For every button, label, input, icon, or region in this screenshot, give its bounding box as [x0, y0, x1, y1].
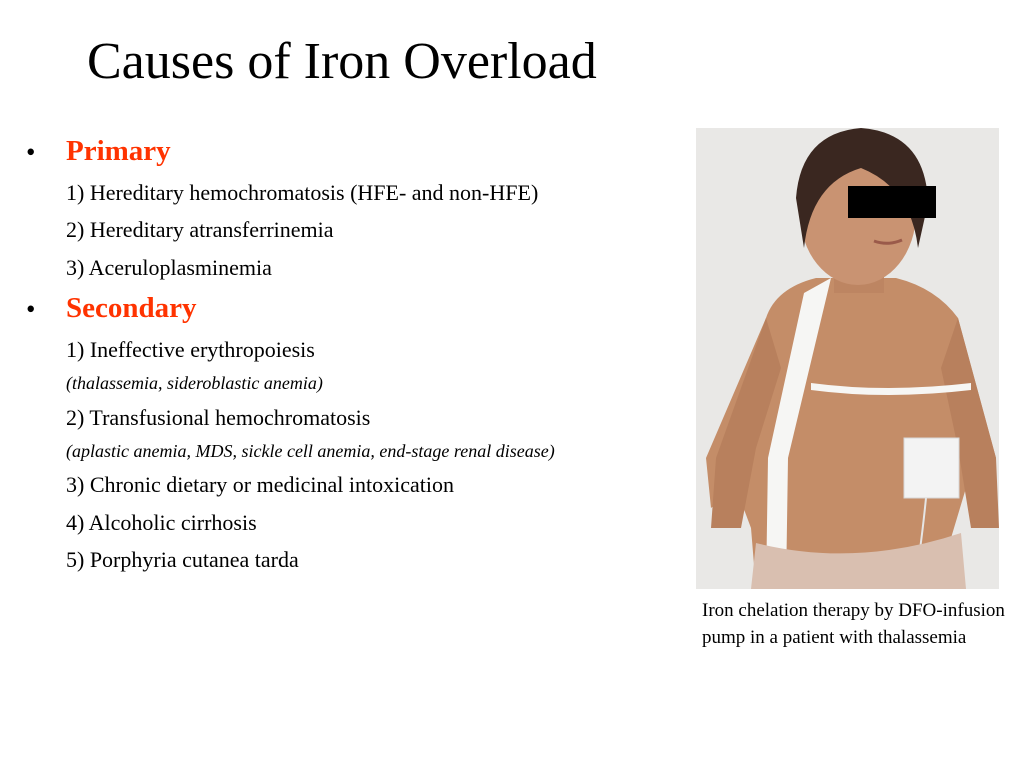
primary-item-3: 3) Aceruloplasminemia: [66, 255, 272, 280]
secondary-item-5: 5) Porphyria cutanea tarda: [66, 547, 299, 572]
primary-item-2: 2) Hereditary atransferrinemia: [66, 217, 334, 242]
secondary-item-4: 4) Alcoholic cirrhosis: [66, 510, 257, 535]
photo-caption: Iron chelation therapy by DFO-infusion pump in a patient with thalassemia: [702, 600, 1005, 648]
slide-title: Causes of Iron Overload: [87, 33, 597, 90]
secondary-item-2: 2) Transfusional hemochromatosis: [66, 405, 371, 430]
secondary-item-1: 1) Ineffective erythropoiesis: [66, 337, 315, 362]
secondary-item-2-note: (aplastic anemia, MDS, sickle cell anemia, end-stage renal disease): [66, 441, 555, 461]
patient-photo-icon: [696, 128, 999, 589]
secondary-item-3: 3) Chronic dietary or medicinal intoxication: [66, 472, 454, 497]
primary-item-1: 1) Hereditary hemochromatosis (HFE- and non-HFE): [66, 180, 539, 205]
bullet-marker: •: [26, 294, 36, 324]
primary-heading: Primary: [66, 135, 171, 167]
secondary-heading: Secondary: [66, 292, 197, 324]
bullet-marker: •: [26, 137, 36, 167]
secondary-item-1-note: (thalassemia, sideroblastic anemia): [66, 373, 323, 393]
